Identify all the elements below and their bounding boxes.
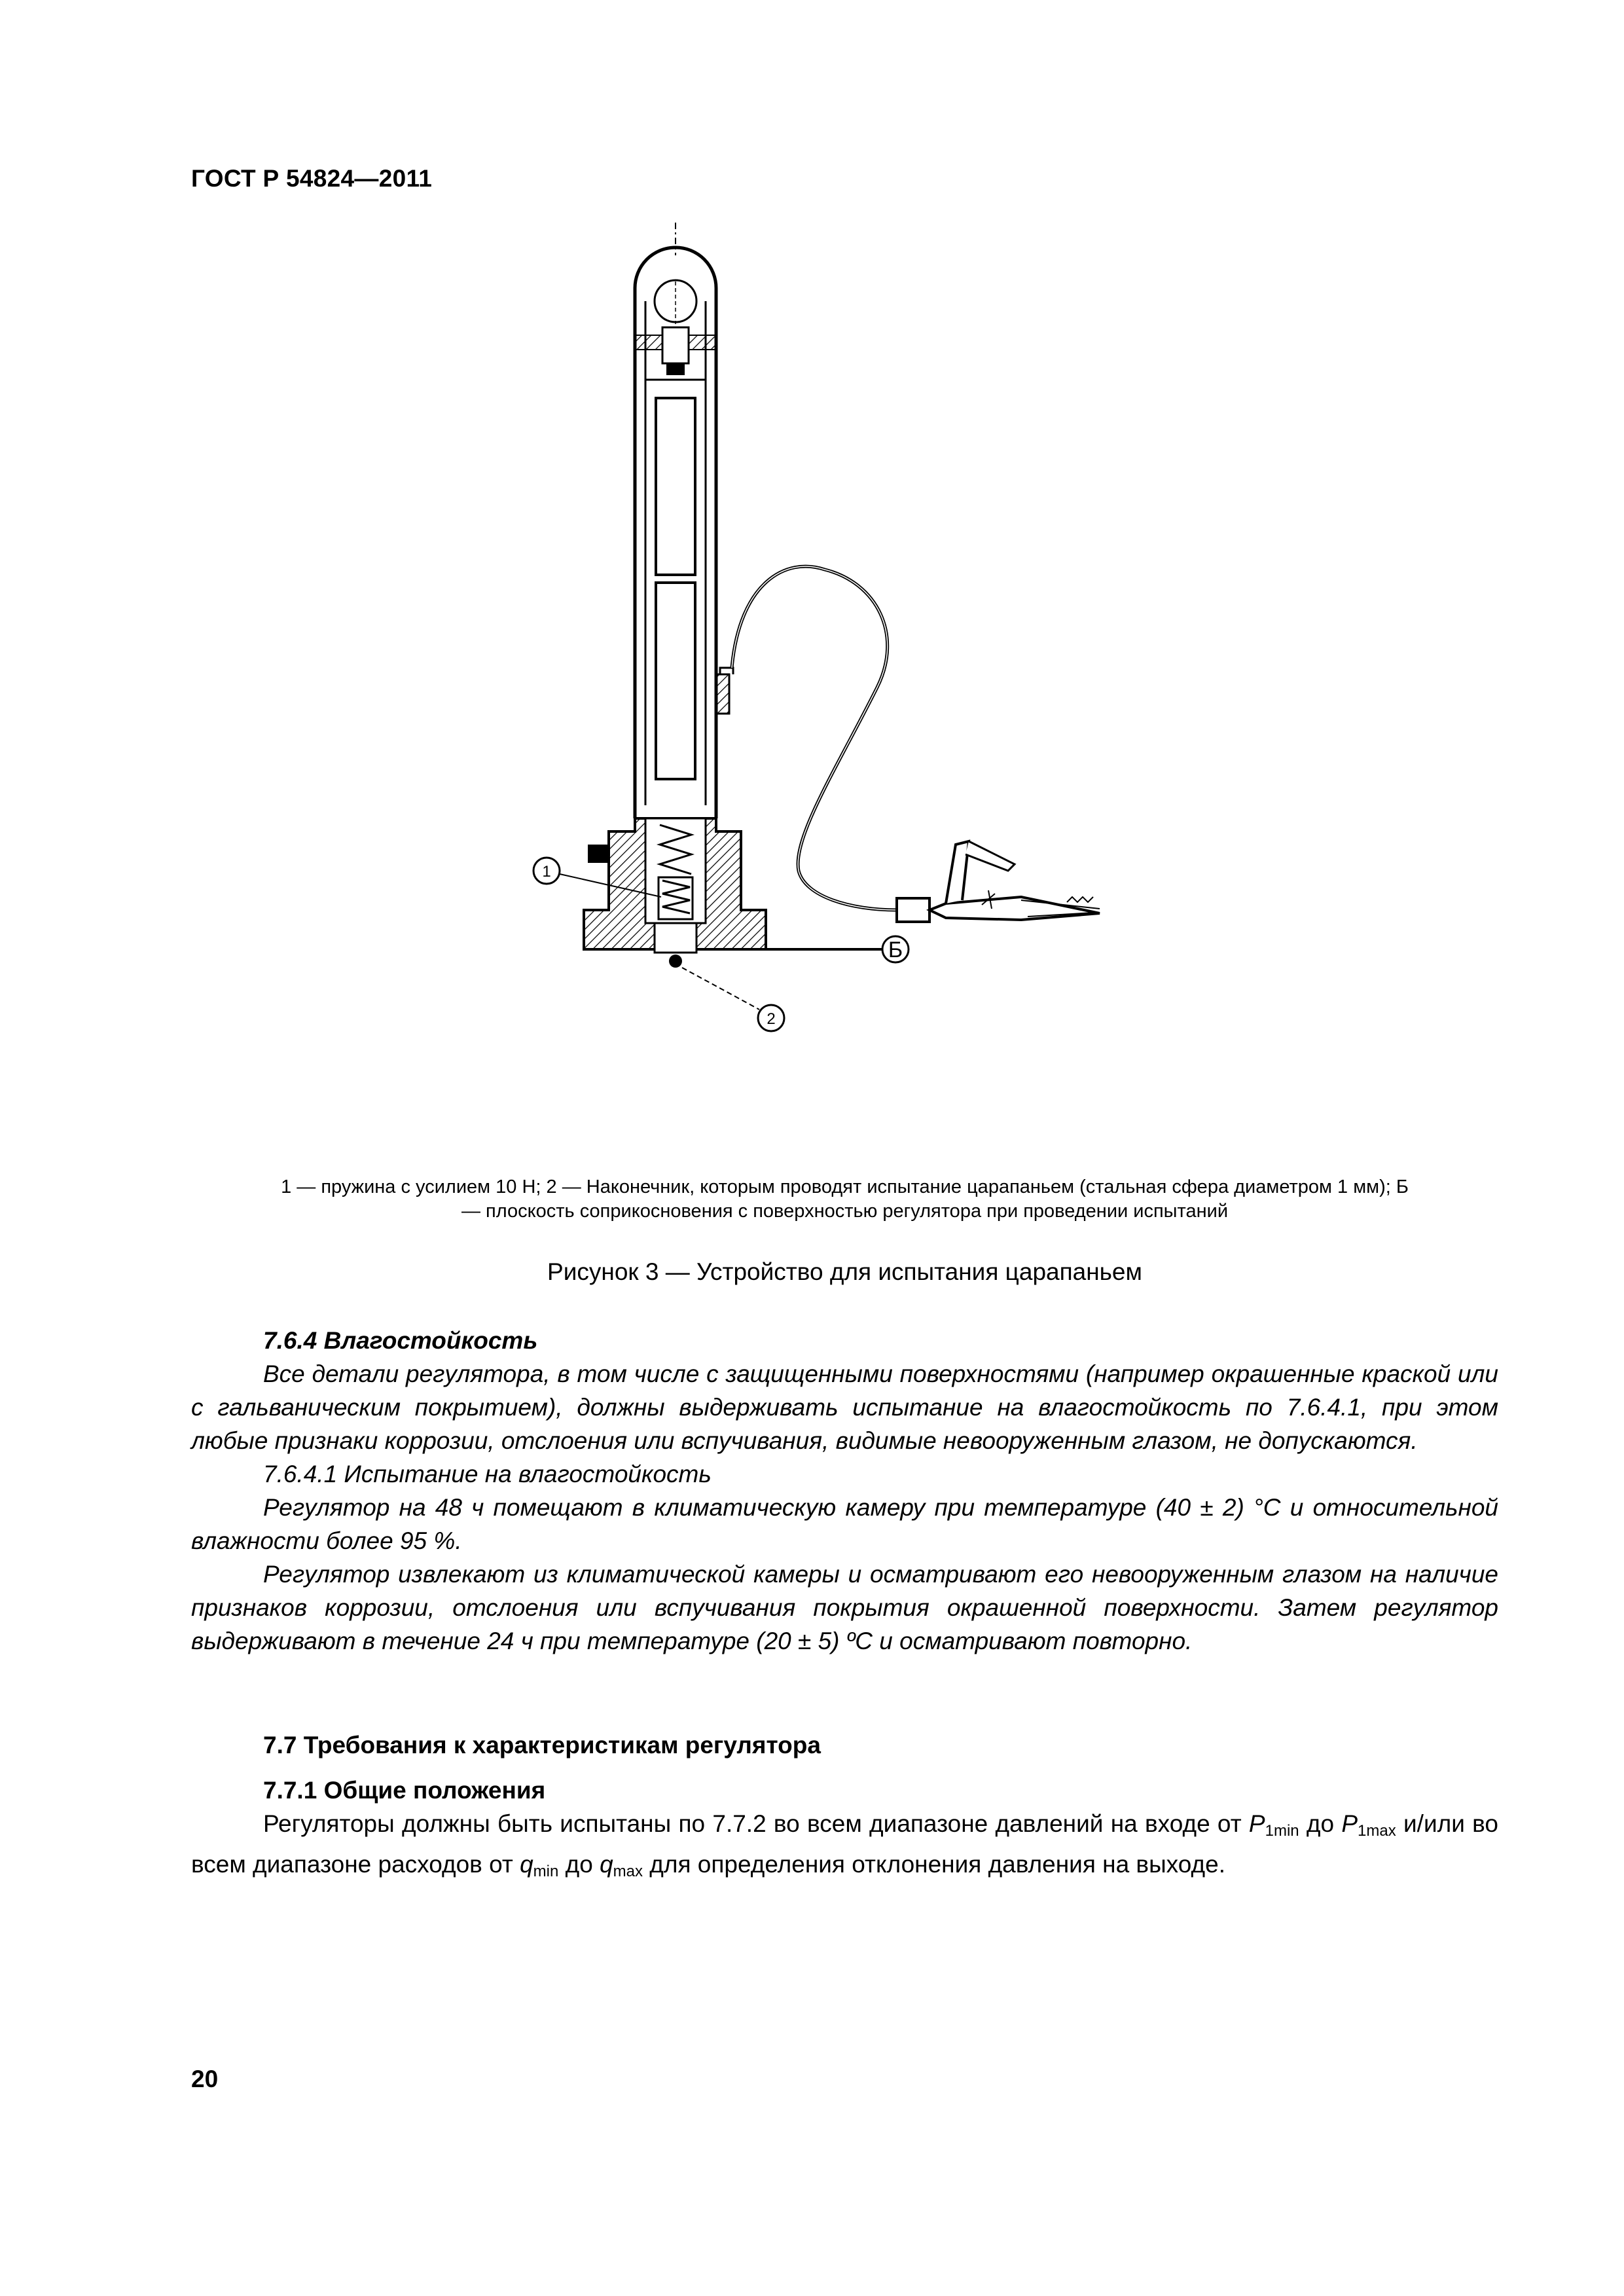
section-heading: 7.6.4 Влагостойкость xyxy=(263,1327,538,1354)
battery-lower xyxy=(656,583,695,779)
scratch-test-device-figure xyxy=(511,216,1218,1120)
battery-upper xyxy=(656,398,695,575)
tip-ball xyxy=(669,955,682,968)
callout-2: 2 xyxy=(767,1010,776,1028)
cable xyxy=(732,566,897,910)
figure-legend xyxy=(191,1175,1498,1224)
paragraph xyxy=(191,1807,1498,1888)
subsection-heading: 7.7.1 Общие положения xyxy=(263,1777,546,1804)
callout-1: 1 xyxy=(542,863,551,881)
symbol: P xyxy=(1248,1810,1265,1837)
section-7-6-4 xyxy=(191,1324,1498,1658)
text-run: до xyxy=(558,1851,600,1878)
paragraph: Все детали регулятора, в том числе с защищенными поверхностями (например окрашенные краской или с гальваническим покрытием), должны выдерживать испытание на влагостойкость по 7.6.4.1, при этом любые признаки коррозии, отслоения или вспучивания, видимые невооруженным глазом, не допускаются. xyxy=(191,1360,1498,1454)
legend-line-1: 1 — пружина с усилием 10 Н; 2 — Наконечник, которым проводят испытание царапаньем (стальная сфера диаметром 1 мм); Б xyxy=(281,1176,1409,1197)
figure-caption: Рисунок 3 — Устройство для испытания царапаньем xyxy=(547,1258,1142,1285)
device-drawing xyxy=(511,216,1218,1120)
section-heading: 7.7 Требования к характеристикам регулятора xyxy=(263,1732,821,1758)
text-run: для определения отклонения давления на выходе. xyxy=(643,1851,1225,1878)
callout-plane: Б xyxy=(888,938,903,962)
text-run: Регуляторы должны быть испытаны по 7.7.2 во всем диапазоне давлений на входе от xyxy=(263,1810,1249,1837)
document-header: ГОСТ Р 54824—2011 xyxy=(191,165,433,192)
text-run: до xyxy=(1299,1810,1342,1837)
symbol: P xyxy=(1341,1810,1358,1837)
subscript: 1max xyxy=(1358,1822,1396,1840)
page-number: 20 xyxy=(191,2066,219,2092)
paragraph: Регулятор извлекают из климатической камеры и осматривают его невооруженным глазом на наличие признаков коррозии, отслоения или вспучивания покрытия окрашенной поверхности. Затем регулятор выдерживают в течение 24 ч при температуре (20 ± 5) ºС и осматривают повторно. xyxy=(191,1561,1498,1654)
legend-line-2: — плоскость соприкосновения с поверхностью регулятора при проведении испытаний xyxy=(461,1201,1229,1222)
subscript: 1min xyxy=(1265,1822,1299,1840)
subscript: max xyxy=(613,1863,643,1880)
subsection-heading: 7.6.4.1 Испытание на влагостойкость xyxy=(263,1461,712,1487)
subscript: min xyxy=(533,1863,559,1880)
symbol: q xyxy=(520,1851,533,1878)
clip-sleeve xyxy=(897,898,929,922)
symbol: q xyxy=(600,1851,613,1878)
text-run: и/или во всем диапазоне расходов от xyxy=(191,1810,1498,1878)
paragraph: Регулятор на 48 ч помещают в климатическую камеру при температуре (40 ± 2) °С и относительной влажности более 95 %. xyxy=(191,1494,1498,1554)
section-7-7 xyxy=(191,1728,1498,1888)
